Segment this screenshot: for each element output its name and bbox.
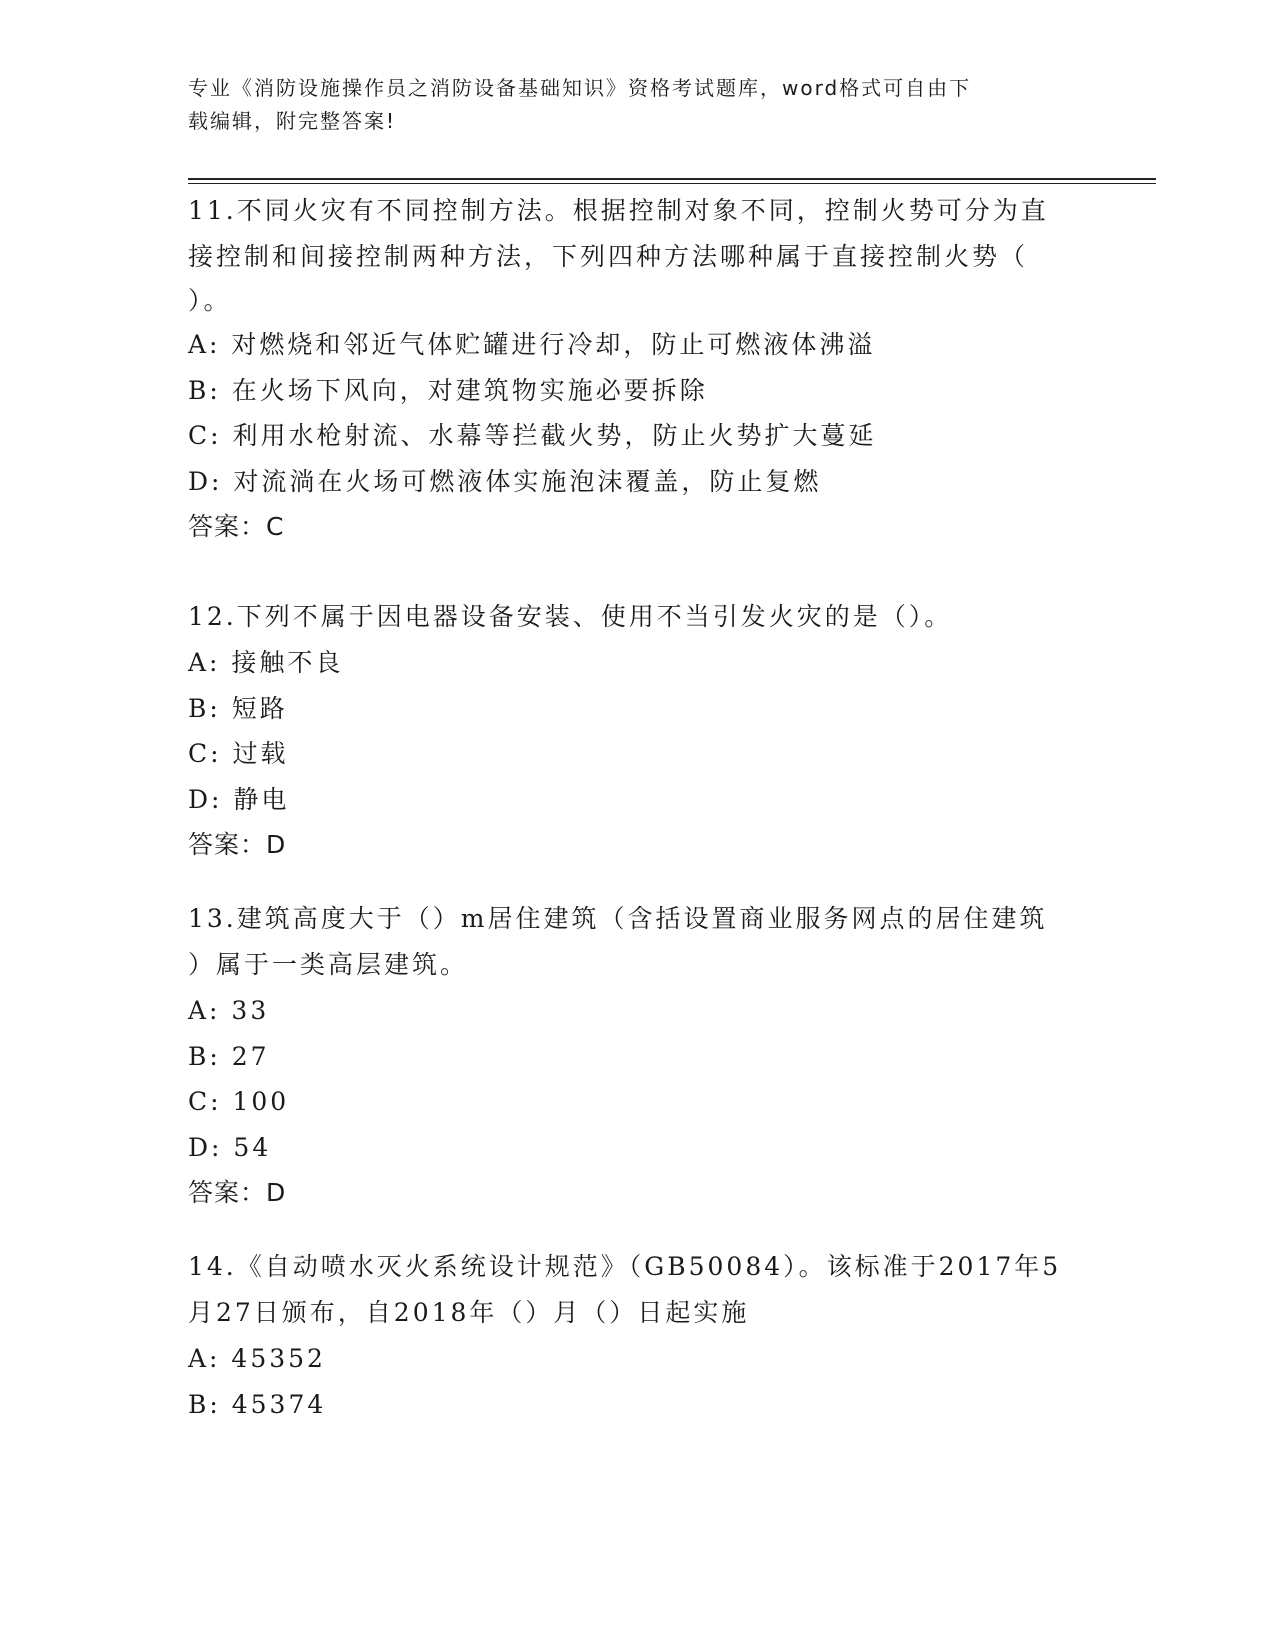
- option-b: B: 45374: [188, 1389, 327, 1419]
- question-stem-line: ）。: [188, 286, 232, 315]
- option-c: C: 过载: [188, 739, 289, 768]
- option-d: D: 对流淌在火场可燃液体实施泡沫覆盖，防止复燃: [188, 466, 822, 496]
- question-stem-line: 接控制和间接控制两种方法，下列四种方法哪种属于直接控制火势（: [188, 242, 1029, 271]
- answer-line: 答案：D: [188, 1178, 287, 1207]
- question-11: [188, 188, 1068, 550]
- option-c: C: 利用水枪射流、水幕等拦截火势，防止火势扩大蔓延: [188, 421, 877, 450]
- question-stem-line: 14.《自动喷水灭火系统设计规范》（GB50084）。该标准于2017年5: [188, 1252, 1062, 1281]
- header-divider-thick: [188, 178, 1156, 180]
- question-stem-line: ）属于一类高层建筑。: [188, 950, 469, 979]
- option-d: D: 静电: [188, 784, 290, 814]
- question-12: [188, 594, 1068, 868]
- question-stem-line: 11.不同火灾有不同控制方法。根据控制对象不同，控制火势可分为直: [188, 196, 1049, 225]
- question-13: [188, 896, 1068, 1216]
- header-line-1: 专业《消防设施操作员之消防设备基础知识》资格考试题库，word格式可自由下: [188, 76, 972, 100]
- option-b: B: 在火场下风向，对建筑物实施必要拆除: [188, 375, 708, 405]
- question-stem-line: 13.建筑高度大于（）m居住建筑（含括设置商业服务网点的居住建筑: [188, 904, 1048, 933]
- document-header: [188, 72, 1068, 138]
- option-a: A: 接触不良: [188, 648, 344, 677]
- option-d: D: 54: [188, 1132, 272, 1162]
- option-a: A: 33: [188, 996, 270, 1025]
- option-b: B: 27: [188, 1041, 270, 1071]
- option-a: A: 对燃烧和邻近气体贮罐进行冷却，防止可燃液体沸溢: [188, 330, 876, 359]
- question-stem-line: 月27日颁布，自2018年（）月（）日起实施: [188, 1298, 750, 1327]
- option-b: B: 短路: [188, 693, 288, 723]
- header-line-2: 载编辑，附完整答案!: [188, 109, 397, 133]
- answer-line: 答案：D: [188, 830, 287, 859]
- answer-line: 答案：C: [188, 512, 285, 541]
- option-c: C: 100: [188, 1087, 290, 1116]
- question-14: [188, 1244, 1068, 1427]
- header-divider-thin: [188, 183, 1156, 184]
- option-a: A: 45352: [188, 1344, 326, 1373]
- question-stem-line: 12.下列不属于因电器设备安装、使用不当引发火灾的是（）。: [188, 602, 953, 631]
